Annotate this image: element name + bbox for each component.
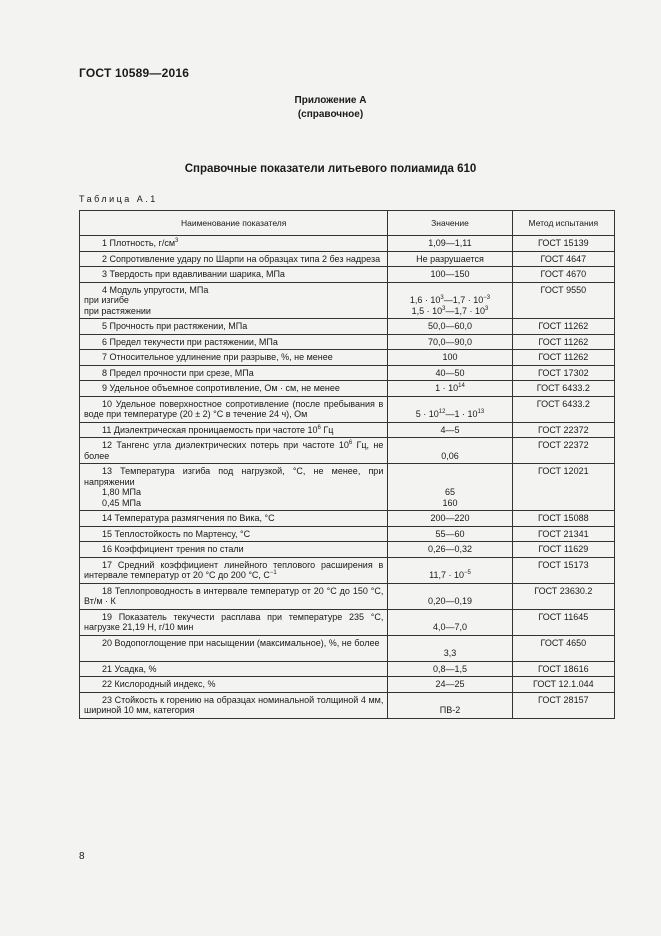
property-value: 0,8—1,5 — [388, 661, 512, 677]
table-row — [80, 334, 615, 350]
test-method: ГОСТ 6433.2 — [512, 396, 614, 422]
section-title: Справочные показатели литьевого полиамида 610 — [184, 163, 477, 175]
test-method: ГОСТ 22372 — [512, 422, 614, 438]
table-row — [80, 583, 615, 609]
test-method: ГОСТ 11629 — [512, 542, 614, 558]
test-method: ГОСТ 15139 — [512, 236, 614, 252]
property-name: 21 Усадка, % — [80, 661, 388, 677]
property-value: $11,7 \cdot 10^{-5}$ — [388, 557, 512, 583]
test-method: ГОСТ 22372 — [512, 438, 614, 464]
property-subname: при растяжении — [84, 305, 151, 316]
property-value: 3,3 — [388, 635, 512, 661]
property-value: 1,09—1,11 — [388, 236, 512, 252]
column-header-method: Метод испытания — [512, 211, 614, 236]
property-name: 12 Тангенс угла диэлектрических потерь при частоте $10^6$ Гц, не более — [80, 438, 388, 464]
property-name: 11 Диэлектрическая проницаемость при частоте $10^6$ Гц — [80, 422, 388, 438]
table-row — [80, 557, 615, 583]
property-value: 100 — [388, 350, 512, 366]
property-name: 20 Водопоглощение при насыщении (максимальное), %, не более — [80, 635, 388, 661]
property-value: 50,0—60,0 — [388, 319, 512, 335]
test-method: ГОСТ 11645 — [512, 609, 614, 635]
property-value: 4—5 — [388, 422, 512, 438]
property-value: 0,26—0,32 — [388, 542, 512, 558]
property-value: 40—50 — [388, 365, 512, 381]
test-method: ГОСТ 12021 — [512, 464, 614, 511]
property-name: 19 Показатель текучести расплава при температуре 235 °С, нагрузке 21,19 Н, г/10 мин — [80, 609, 388, 635]
test-method: ГОСТ 11262 — [512, 319, 614, 335]
property-subname: 0,45 МПа — [102, 497, 141, 508]
table-row — [80, 661, 615, 677]
property-value: 4,0—7,0 — [388, 609, 512, 635]
table-row — [80, 542, 615, 558]
property-name: 23 Стойкость к горению на образцах номинальной толщиной 4 мм, шириной 10 мм, категория — [80, 692, 388, 718]
table-row — [80, 692, 615, 718]
table-label: Таблица А.1 — [79, 194, 158, 204]
annex-note: (справочное) — [297, 109, 364, 120]
property-value: ПВ-2 — [388, 692, 512, 718]
property-value: 100—150 — [388, 267, 512, 283]
property-name: 2 Сопротивление удару по Шарпи на образцах типа 2 без надреза — [80, 251, 388, 267]
column-header-name: Наименование показателя — [80, 211, 388, 236]
table-header-row — [80, 211, 615, 236]
table-row — [80, 422, 615, 438]
property-value: 65 160 — [388, 464, 512, 511]
property-name: 8 Предел прочности при срезе, МПа — [80, 365, 388, 381]
property-name: 7 Относительное удлинение при разрыве, %, не менее — [80, 350, 388, 366]
test-method: ГОСТ 4650 — [512, 635, 614, 661]
property-value: 24—25 — [388, 677, 512, 693]
property-name: 18 Теплопроводность в интервале температур от 20 °С до 150 °С, Вт/м · К — [80, 583, 388, 609]
property-value: 200—220 — [388, 511, 512, 527]
test-method: ГОСТ 23630.2 — [512, 583, 614, 609]
test-method: ГОСТ 6433.2 — [512, 381, 614, 397]
test-method: ГОСТ 17302 — [512, 365, 614, 381]
property-name: 15 Теплостойкость по Мартенсу, °С — [80, 526, 388, 542]
property-name: 9 Удельное объемное сопротивление, Ом · см, не менее — [80, 381, 388, 397]
property-name: 3 Твердость при вдавливании шарика, МПа — [80, 267, 388, 283]
property-name: 14 Температура размягчения по Вика, °С — [80, 511, 388, 527]
property-name: 6 Предел текучести при растяжении, МПа — [80, 334, 388, 350]
page-number: 8 — [79, 851, 85, 862]
test-method: ГОСТ 9550 — [512, 282, 614, 319]
property-value: $1 \cdot 10^{14}$ — [388, 381, 512, 397]
document-code: ГОСТ 10589—2016 — [79, 66, 190, 80]
table-row — [80, 319, 615, 335]
test-method: ГОСТ 18616 — [512, 661, 614, 677]
test-method: ГОСТ 11262 — [512, 334, 614, 350]
property-value: Не разрушается — [388, 251, 512, 267]
test-method: ГОСТ 4647 — [512, 251, 614, 267]
table-row — [80, 526, 615, 542]
property-value: 0,20—0,19 — [388, 583, 512, 609]
property-name: 1 Плотность, $г/см^3$ — [80, 236, 388, 252]
table-row — [80, 282, 615, 319]
properties-table — [79, 210, 615, 719]
test-method: ГОСТ 28157 — [512, 692, 614, 718]
table-row — [80, 251, 615, 267]
property-name: 22 Кислородный индекс, % — [80, 677, 388, 693]
property-value: 55—60 — [388, 526, 512, 542]
table-row — [80, 635, 615, 661]
property-subname: 1,80 МПа — [102, 487, 141, 497]
test-method: ГОСТ 15088 — [512, 511, 614, 527]
property-value: 0,06 — [388, 438, 512, 464]
test-method: ГОСТ 4670 — [512, 267, 614, 283]
table-row — [80, 396, 615, 422]
property-value: $1,6 \cdot 10^3—1,7 \cdot 10^{-3}$ $1,5 \cdot 10^3—1,7 \cdot 10^3$ — [388, 282, 512, 319]
table-row — [80, 267, 615, 283]
property-name: 13 Температура изгиба под нагрузкой, °С, не менее, при напряжении 1,80 МПа 0,45 МПа — [80, 464, 388, 511]
table-row — [80, 511, 615, 527]
test-method: ГОСТ 15173 — [512, 557, 614, 583]
property-name: 4 Модуль упругости, МПа при изгибе при растяжении — [80, 282, 388, 319]
table-row — [80, 350, 615, 366]
annex-title: Приложение А — [294, 95, 367, 106]
property-name: 16 Коэффициент трения по стали — [80, 542, 388, 558]
table-row — [80, 236, 615, 252]
table-row — [80, 365, 615, 381]
property-name: 17 Средний коэффициент линейного теплового расширения в интервале температур от 20 °С до 200 °С, $С^{-1}$ — [80, 557, 388, 583]
property-value: 70,0—90,0 — [388, 334, 512, 350]
table-row — [80, 381, 615, 397]
test-method: ГОСТ 12.1.044 — [512, 677, 614, 693]
property-name: 10 Удельное поверхностное сопротивление (после пребывания в воде при температуре (20 ± 2) °С в течение 24 ч), Ом — [80, 396, 388, 422]
table-row — [80, 464, 615, 511]
table-row — [80, 438, 615, 464]
property-value: $5 \cdot 10^{12}—1 \cdot 10^{13}$ — [388, 396, 512, 422]
property-subname: при изгибе — [84, 295, 129, 305]
table-row — [80, 677, 615, 693]
property-name: 5 Прочность при растяжении, МПа — [80, 319, 388, 335]
test-method: ГОСТ 11262 — [512, 350, 614, 366]
column-header-value: Значение — [388, 211, 512, 236]
test-method: ГОСТ 21341 — [512, 526, 614, 542]
table-row — [80, 609, 615, 635]
